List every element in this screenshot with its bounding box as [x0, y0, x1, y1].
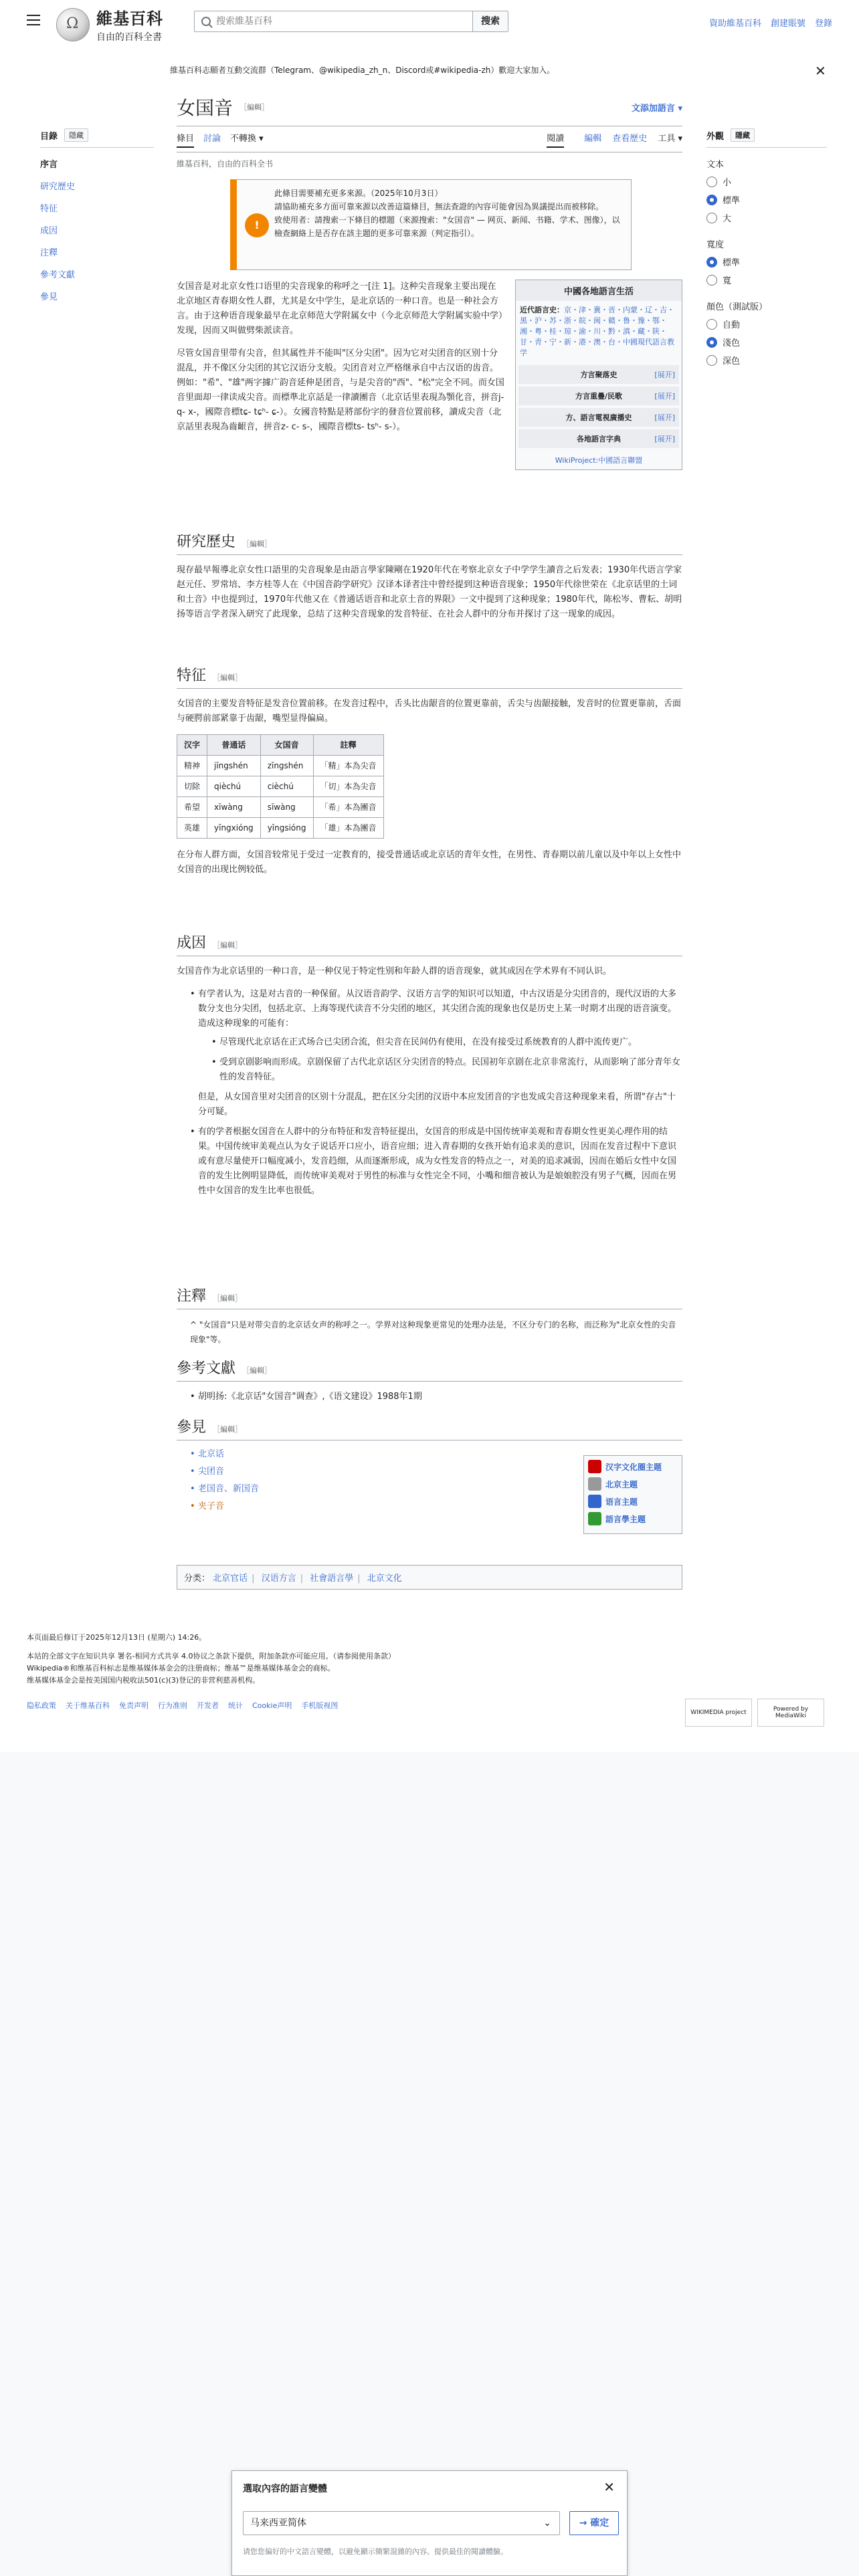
footer-link[interactable]: 手机版视图: [301, 1701, 339, 1710]
list-item: • 尽管现代北京话在正式场合已尖团合流，但尖音在民间仍有使用，在没有接受过系统教育的人群中流传更广。: [211, 1035, 682, 1050]
portal-item[interactable]: [588, 1477, 678, 1491]
radio-label: 深色: [723, 356, 741, 366]
portal-item[interactable]: [588, 1495, 678, 1508]
table-row: [177, 756, 384, 776]
radio-option[interactable]: [706, 193, 827, 206]
site-notice-text: 維基百科志願者互動交流群（Telegram、@wikipedia_zh_n、Discord或#wikipedia-zh）歡迎大家加入。: [170, 66, 555, 75]
category-link[interactable]: 社會語言學: [310, 1574, 354, 1584]
site-notice: [170, 64, 705, 76]
causes-sub-after: 但是，从女国音里对尖团音的区别十分混乱，把在区分尖团的汉语中本应发团音的字也发成尖音这种现象来看，所谓"存古"十分可疑。: [198, 1092, 676, 1117]
category-link[interactable]: 汉语方言: [261, 1574, 296, 1584]
radio-label: 標準: [723, 258, 741, 268]
seealso-edit-link[interactable]: ［編輯］: [213, 1425, 243, 1434]
radio-option[interactable]: [706, 318, 827, 330]
variant-selected: 马来西亚简体: [250, 2518, 306, 2529]
portal-label: 汉字文化圈主题: [605, 1462, 662, 1472]
mediawiki-badge[interactable]: Powered by MediaWiki: [757, 1699, 824, 1727]
list-item: • 胡明扬:《北京话"女国音"调查》,《语文建设》1988年1期: [190, 1390, 682, 1404]
footer-link[interactable]: 免责声明: [119, 1701, 149, 1710]
table-cell: sīwàng: [260, 797, 313, 818]
tab-edit[interactable]: 編輯: [584, 134, 602, 144]
seealso-heading: 參見: [177, 1419, 207, 1436]
portal-item[interactable]: [588, 1512, 678, 1525]
close-icon[interactable]: ✕: [603, 2479, 615, 2495]
wikimedia-badge[interactable]: WIKIMEDIA project: [685, 1699, 752, 1727]
ambox-line3: 致使用者：請搜索一下條目的標題（來源搜索："女国音" — 网页、新闻、书籍、学术、图像），以檢查網絡上是否存在該主題的更多可靠來源（判定指引）。: [274, 215, 620, 238]
dialog-title: 選取內容的語言變體: [243, 2484, 327, 2494]
history-edit-link[interactable]: ［編輯］: [242, 540, 272, 548]
list-item: • 有的学者根据女国音在人群中的分布特征和发音特征提出，女国音的形成是中国传统审美观和青春期女性更美心理作用的结果。中国传统审美观点认为女子说话开口应小，语音应细；进入青春期的女孩开始有追求美的意识，因而在发音过程中下意识或有意尽量使开口幅度减小，发音趋细，从而逐渐形成，成为女性发音的特点之一，对美的追求减弱，因而在婚后女性中女国音的发生比例明显降低，而传统审美观对于男性的标准与女性完全不同，小嘴和细音被认为是娘娘腔没有男子气概，因而在男性中女国音的发生比率也很低。: [190, 1125, 682, 1198]
radio-option[interactable]: [706, 274, 827, 286]
portal-label: 语言主题: [605, 1497, 638, 1507]
site-sub: 維基百科，自由的百科全书: [177, 159, 274, 169]
features-heading: 特征: [177, 667, 207, 684]
radio-label: 寬: [723, 276, 732, 286]
footer-link[interactable]: 隐私政策: [27, 1701, 56, 1710]
search-input[interactable]: [216, 16, 472, 27]
search-button[interactable]: 搜索: [472, 11, 508, 31]
radio-label: 淺色: [723, 338, 741, 348]
refs-edit-link[interactable]: ［編輯］: [242, 1366, 272, 1375]
seealso-link[interactable]: • 夹子音: [190, 1501, 682, 1513]
linguistics-icon: [588, 1512, 601, 1525]
tab-history[interactable]: 查看歷史: [612, 134, 648, 144]
width-label: 寬度: [706, 240, 725, 250]
text-size-group: [706, 157, 827, 224]
tab-variant-label: 不轉換: [230, 134, 257, 144]
tab-tools[interactable]: 工具 ▾: [658, 134, 682, 144]
infobox-row: [518, 408, 679, 427]
org-text: 维基媒体基金会是按美国国内税收法501(c)(3)登记的非营利慈善机构。: [27, 1676, 260, 1685]
ambox-line2: 請協助補充多方面可靠來源以改善這篇條目，無法查證的內容可能會因為異議提出而被移除。: [274, 202, 604, 211]
variant-dialog: [231, 2470, 628, 2576]
footer-link[interactable]: 行为准则: [158, 1701, 187, 1710]
add-language-button[interactable]: 文添加語言 ▾: [631, 103, 682, 114]
table-row: [177, 797, 384, 818]
main-menu-icon[interactable]: [27, 15, 40, 25]
infobox-row-label: 方、語言電視廣播史: [565, 413, 632, 422]
table-header: 女国音: [260, 735, 313, 756]
table-cell: 英雄: [177, 818, 207, 839]
infobox-areas-list: 京・津・冀・晋・内蒙・辽・吉・黑・沪・苏・浙・皖・闽・赣・鲁・豫・鄂・湘・粤・桂・琼・渝・川・黔・滇・藏・陕・甘・青・宁・新・港・澳・台・中國現代語言教学: [520, 306, 674, 357]
causes-intro: 女国音作为北京话里的一种口音，是一种仅见于特定性别和年龄人群的语音现象，就其成因在学术界有不同认识。: [177, 966, 612, 976]
width-group: [706, 237, 827, 286]
causes-list: [190, 987, 682, 1198]
page-title: 女国音: [177, 97, 233, 119]
table-cell: jīngshén: [207, 756, 261, 776]
table-cell: 精神: [177, 756, 207, 776]
radio-label: 標準: [723, 196, 741, 206]
radio-option[interactable]: [706, 354, 827, 366]
logo-subtitle: 自由的百科全書: [96, 32, 162, 43]
infobox-row-label: 各地語言字典: [577, 435, 621, 443]
logo-title: 維基百科: [96, 9, 163, 28]
site-header: [0, 0, 859, 43]
intro-section: [177, 280, 504, 443]
radio-checked-icon: [706, 257, 717, 267]
list-item: [190, 987, 682, 1119]
table-header: 普通话: [207, 735, 261, 756]
notes-section: [177, 1289, 682, 1355]
search-box: [194, 11, 508, 32]
causes-section: [177, 936, 682, 1204]
tab-variant[interactable]: 不轉換 ▾: [230, 134, 264, 144]
infobox-row-label: 方言重疊/民歌: [575, 392, 623, 401]
footer-link[interactable]: Cookie声明: [252, 1701, 292, 1710]
infobox-footer-link[interactable]: WikiProject:中國語言聯盟: [555, 456, 643, 465]
table-cell: yīngxióng: [207, 818, 261, 839]
category-links: 分类： 北京官话 | 汉语方言 | 社會語言學 | 北京文化: [177, 1565, 682, 1590]
table-row: [177, 818, 384, 839]
toc-title: 目錄: [40, 131, 58, 142]
causes-bullet: 有学者认为，这是对古音的一种保留。从汉语音韵学、汉语方言学的知识可以知道，中古汉语是分尖团音的，现代汉语的大多数分支也分尖团，包括北京、上海等现代读音不分尖团的地区，其尖团合流的现象也仅是历史上某一时期才出现的语音演变。造成这种现象的可能有：: [198, 989, 677, 1029]
tab-read[interactable]: 閱讀: [547, 131, 564, 148]
table-cell: 「精」本為尖音: [313, 756, 383, 776]
history-heading: 研究歷史: [177, 534, 236, 550]
infobox-row-label: 方言聚落史: [580, 370, 617, 379]
footer-badges: [685, 1699, 824, 1727]
table-header: 汉字: [177, 735, 207, 756]
variant-select[interactable]: [243, 2511, 560, 2535]
portal-label: 北京主題: [605, 1479, 638, 1489]
site-logo[interactable]: [56, 5, 163, 43]
license-text: 本站的全部文字在知识共享 署名-相同方式共享 4.0协议之条款下提供，附加条款亦可能应用。（请参阅使用条款）: [27, 1652, 395, 1660]
radio-checked-icon: [706, 195, 717, 205]
table-cell: 「雄」本為團音: [313, 818, 383, 839]
expand-toggle[interactable]: [展开]: [654, 435, 675, 443]
footer-link[interactable]: 开发者: [197, 1701, 219, 1710]
toc-item-notes[interactable]: 注釋: [40, 248, 58, 258]
table-cell: zīngshén: [260, 756, 313, 776]
radio-option[interactable]: [706, 175, 827, 188]
features-text: 女国音的主要发音特征是发音位置前移。在发音过程中，舌头比齿龈音的位置更靠前，舌尖与齿龈接触，发音时的位置更靠前，舌面与硬腭前部紧靠于齿龈，嘴型显得偏扁。: [177, 699, 682, 724]
radio-label: 小: [723, 178, 732, 188]
confirm-button[interactable]: → 確定: [569, 2511, 619, 2535]
appearance-hide-button[interactable]: 隱藏: [731, 128, 755, 142]
radio-icon: [706, 319, 717, 330]
radio-option[interactable]: [706, 211, 827, 224]
seealso-link[interactable]: • 北京话: [190, 1448, 682, 1461]
trademark-text: Wikipedia®和维基百科标志是维基媒体基金会的注册商标；维基™是维基媒体基金会的商标。: [27, 1664, 335, 1673]
close-icon[interactable]: ✕: [815, 63, 826, 79]
category-link[interactable]: 北京官话: [213, 1574, 248, 1584]
notes-edit-link[interactable]: ［編輯］: [213, 1294, 243, 1303]
warning-icon: !: [245, 213, 269, 237]
beijing-icon: [588, 1477, 601, 1491]
table-cell: 「希」本為團音: [313, 797, 383, 818]
color-label: 顏色（測試版）: [706, 302, 768, 312]
login-link[interactable]: 登錄: [814, 19, 832, 29]
toc-item-intro[interactable]: 序言: [40, 160, 58, 170]
infobox: [515, 280, 682, 470]
note-item: ^ "女国音"只是对带尖音的北京话女声的称呼之一。学界对这种现象更常见的处理办法是，不区分专门的名称，而泛称为"北京女性的尖音现象"等。: [190, 1320, 676, 1344]
table-cell: xīwàng: [207, 797, 261, 818]
radio-label: 大: [723, 214, 732, 224]
search-icon: [201, 17, 211, 26]
color-group: [706, 300, 827, 366]
last-modified: 本页面最后修订于2025年12月13日 (星期六) 14:26。: [27, 1633, 207, 1642]
intro-paragraph: 女国音是对北京女性口语里的尖音现象的称呼之一[注 1]。这种尖音现象主要出现在北京地区青春期女性人群，尤其是女中学生，是北京话的一种口音。也是一种社会方言。由于这种语音现象最早在北京师范大学附属女中（今北京师范大学附属实验中学）发现，因而又叫做劈柴派读音。: [177, 282, 503, 336]
footer-link[interactable]: 关于维基百科: [66, 1701, 110, 1710]
radio-icon: [706, 355, 717, 366]
radio-checked-icon: [706, 337, 717, 348]
radio-option[interactable]: [706, 255, 827, 268]
table-header: 註釋: [313, 735, 383, 756]
add-language-label: 添加語言: [640, 103, 675, 114]
intro-paragraph: 尽管女国音里带有尖音，但其属性并不能叫"区分尖团"。因为它对尖团音的区别十分混乱，并不像区分尖团的其它汉语分支般。尖团音对立严格继承自中古汉语的齿音。例如："希"、"雄"两字據广韵音延伸是团音，与是尖音的"西"、"松"完全不同。而女国音里面却一律读成尖音。而標準北京話是一律讀團音（北京话里表現為顎化音，拼音j- q- x-，國際音標tɕ- tɕʰ- ɕ-）。女國音特點是將部份字的發音位置前移，讀成尖音（北京話里表現為齒齦音，拼音z- c- s-，國際音標ts- tsʰ- s-）。: [177, 348, 504, 432]
features-edit-link[interactable]: ［編輯］: [213, 673, 243, 682]
refimprove-box: [230, 179, 632, 270]
user-links: [709, 16, 832, 29]
pronunciation-table: [177, 734, 384, 839]
radio-label: 自動: [723, 320, 741, 330]
toc-item-features[interactable]: 特征: [40, 204, 58, 214]
tab-tools-label: 工具: [658, 134, 676, 144]
infobox-title: 中國各地語言生活: [516, 280, 682, 301]
expand-toggle[interactable]: [展开]: [654, 392, 675, 401]
portal-item[interactable]: [588, 1460, 678, 1473]
refs-section: [177, 1362, 682, 1410]
table-of-contents: [40, 128, 154, 312]
table-cell: 「切」本為尖音: [313, 776, 383, 797]
toc-item-seealso[interactable]: 參見: [40, 292, 58, 302]
expand-toggle[interactable]: [展开]: [654, 413, 675, 422]
portal-label: 語言學主題: [605, 1514, 646, 1524]
infobox-areas-label: 近代語言史：: [520, 306, 564, 314]
radio-icon: [706, 275, 717, 286]
table-cell: qièchú: [207, 776, 261, 797]
toc-item-causes[interactable]: 成因: [40, 226, 58, 236]
seealso-link[interactable]: • 老国音、新国音: [190, 1483, 682, 1495]
infobox-row: [518, 387, 679, 405]
table-row: [177, 776, 384, 797]
infobox-row: [518, 365, 679, 384]
expand-toggle[interactable]: [展开]: [654, 370, 675, 379]
title-row: [177, 94, 682, 126]
appearance-panel: [706, 128, 827, 380]
table-cell: 希望: [177, 797, 207, 818]
refs-heading: 參考文獻: [177, 1360, 236, 1377]
tab-talk[interactable]: 討論: [203, 134, 221, 144]
title-edit-link[interactable]: ［編輯］: [240, 103, 270, 112]
toc-item-refs[interactable]: 參考文獻: [40, 270, 76, 280]
text-size-label: 文本: [706, 160, 725, 170]
causes-edit-link[interactable]: ［編輯］: [213, 941, 243, 950]
page-tabs: [177, 131, 682, 152]
dialog-hint: 请您您偏好的中文語言變體，以避免顯示簡繁混雜的內容。提供最佳的閱讀體驗。: [243, 2547, 508, 2556]
category-link[interactable]: 北京文化: [367, 1574, 402, 1584]
infobox-row: [518, 429, 679, 448]
footer-link[interactable]: 统计: [228, 1701, 243, 1710]
infobox-areas[interactable]: [516, 301, 682, 362]
donate-link[interactable]: 資助維基百科: [708, 19, 761, 29]
seealso-link[interactable]: • 尖团音: [190, 1466, 682, 1478]
radio-option[interactable]: [706, 336, 827, 348]
tab-article[interactable]: 條目: [177, 131, 194, 148]
features-after: 在分布人群方面，女国音较常见于受过一定教育的，接受普通话或北京话的青年女性，在男性、青春期以前儿童以及中年以上女性中女国音的出现比例较低。: [177, 850, 682, 875]
table-cell: cièchú: [260, 776, 313, 797]
radio-icon: [706, 177, 717, 187]
language-icon: [588, 1495, 601, 1508]
appearance-title: 外觀: [706, 131, 725, 142]
toc-item-history[interactable]: 研究歷史: [40, 182, 76, 192]
history-text: 現存最早報導北京女性口語里的尖音現象是由語言學家陳剛在1920年代在考察北京女子中学学生讀音之后发表；1930年代语言学家赵元任、罗常培、李方桂等人在《中国音韵学研究》汉译本译者注中曾经提到这种语音现象；1950年代徐世荣在《北京话里的土词和土音》中也提到过，1970年代他又在《普通话语音和北京土音的界限》一文中提到了这种现象；1980年代，陈松岑、曹耘、胡明扬等语言学者深入研究了此现象，总结了这种尖音现象的发音特征、在社会人群中的分布并探讨了这一现象的成因。: [177, 565, 682, 619]
hanzi-icon: [588, 1460, 601, 1473]
toc-hide-button[interactable]: 隱藏: [64, 128, 88, 142]
ambox-line1: 此條目需要補充更多來源。（2025年10月3日）: [274, 189, 443, 198]
portal-box: [583, 1455, 682, 1534]
table-cell: yīngsióng: [260, 818, 313, 839]
notes-heading: 注釋: [177, 1288, 207, 1305]
categories-label: 分类：: [184, 1574, 211, 1584]
table-cell: 切除: [177, 776, 207, 797]
features-section: [177, 669, 682, 885]
causes-heading: 成因: [177, 935, 207, 952]
create-account-link[interactable]: 創建賬號: [770, 19, 805, 29]
chevron-down-icon: ⌄: [543, 2518, 551, 2529]
wikipedia-globe-icon: [56, 8, 90, 41]
list-item: • 受到京剧影响而形成。京剧保留了古代北京话区分尖团音的特点。民国初年京剧在北京非常流行，从而影响了部分青年女性的发音特征。: [211, 1055, 682, 1085]
history-section: [177, 535, 682, 630]
radio-icon: [706, 213, 717, 223]
